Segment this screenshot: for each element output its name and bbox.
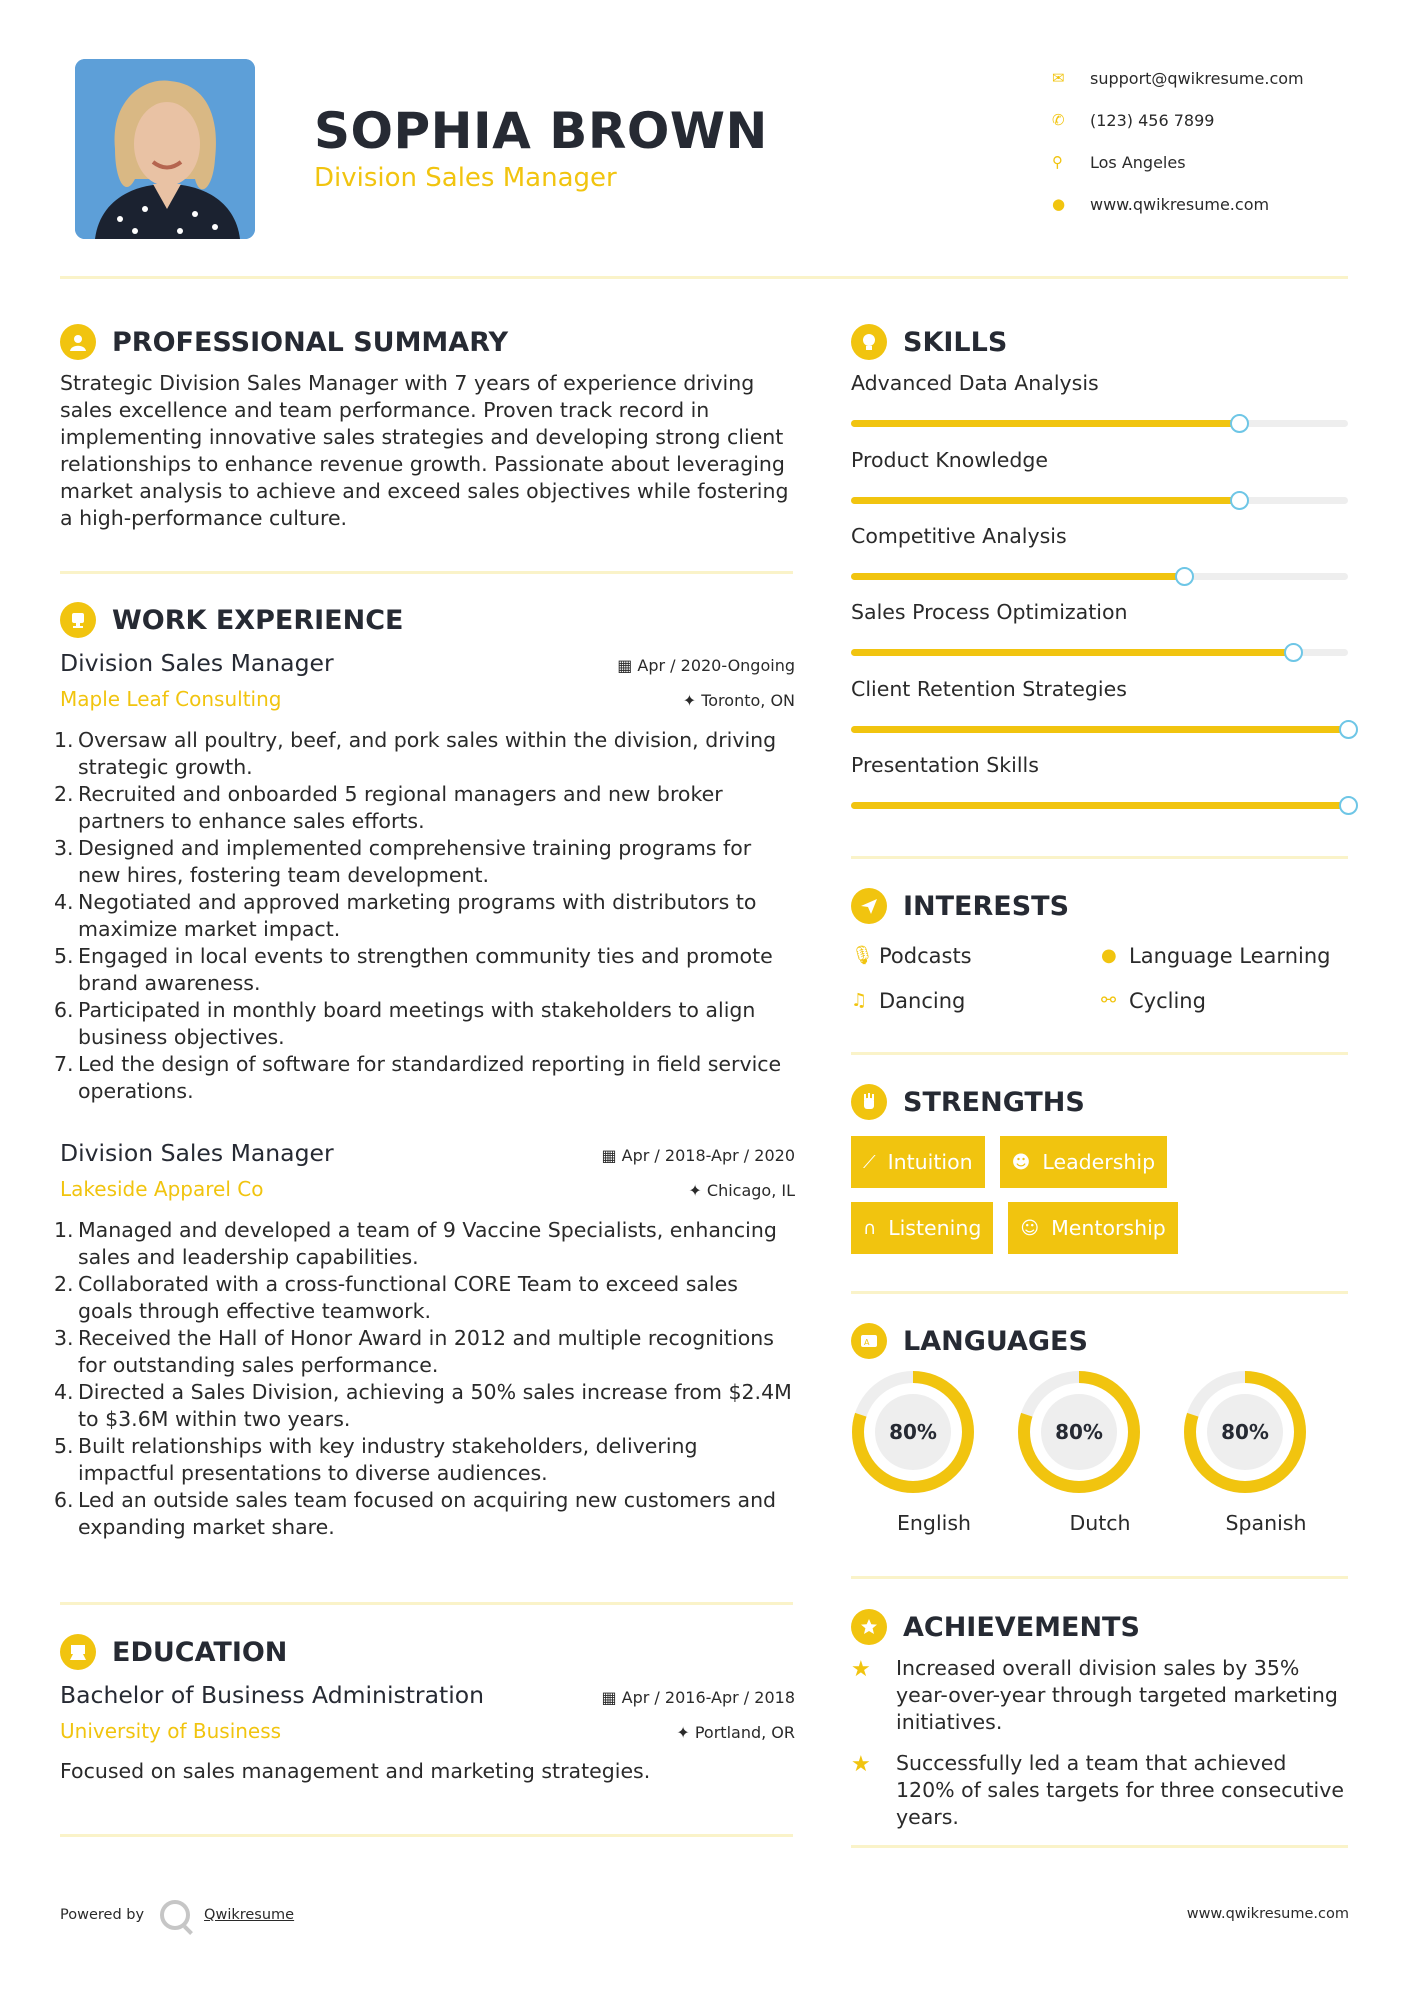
language-ring — [1017, 1370, 1141, 1494]
education-date — [601, 1688, 795, 1707]
strength-tag — [851, 1136, 985, 1188]
summary-divider — [60, 571, 793, 574]
skill-bar-fill — [851, 649, 1293, 656]
list-item: 3. Designed and implemented comprehensive training programs for new hires, fostering team development. — [54, 836, 752, 887]
skill-knob — [1339, 796, 1358, 815]
skills-heading — [851, 324, 1007, 360]
achievement-text: Successfully led a team that achieved 120% of sales targets for three consecutive years. — [896, 1751, 1344, 1829]
strengths-title: STRENGTHS — [903, 1086, 1085, 1118]
lightbulb-icon — [851, 324, 887, 360]
contact-phone[interactable] — [1050, 99, 1304, 141]
qwikresume-link[interactable]: Qwikresume — [204, 1907, 295, 1923]
skill-bar — [851, 573, 1348, 580]
education-degree: Bachelor of Business Administration — [60, 1681, 485, 1709]
calendar-icon: ▦ — [601, 1688, 622, 1707]
experience-title: WORK EXPERIENCE — [112, 604, 404, 636]
language-percent: 80% — [1055, 1420, 1103, 1444]
user-icon — [60, 324, 96, 360]
education-description: Focused on sales management and marketing strategies. — [60, 1759, 651, 1783]
job-location — [683, 691, 795, 710]
contact-email-text: support@qwikresume.com — [1090, 68, 1304, 88]
summary-heading — [60, 324, 508, 360]
education-entry — [60, 1681, 795, 1783]
contact-phone-text: (123) 456 7899 — [1090, 110, 1215, 130]
users-icon: ☻ — [1011, 1151, 1031, 1173]
education-location — [676, 1723, 795, 1742]
list-item: 5. Engaged in local events to strengthen community ties and promote brand awareness. — [54, 944, 773, 995]
footer-url[interactable]: www.qwikresume.com — [1186, 1906, 1349, 1922]
skill-knob — [1230, 491, 1249, 510]
microphone-icon: 🎙︎ — [851, 945, 874, 966]
list-item: 6. Participated in monthly board meetings with stakeholders to align business objectives. — [54, 998, 756, 1049]
achievement-item — [851, 1655, 1351, 1736]
language-item — [1183, 1370, 1349, 1535]
job-date — [601, 1146, 795, 1165]
interest-item — [1101, 944, 1351, 968]
skills-divider — [851, 856, 1348, 859]
skill-item — [851, 600, 1348, 656]
job-date — [617, 656, 795, 675]
list-item: 5. Built relationships with key industry stakeholders, delivering impactful presentations to diverse audiences. — [54, 1434, 698, 1485]
interests-list — [851, 933, 1351, 1023]
pin-icon: ✦ — [676, 1723, 695, 1742]
paper-plane-icon — [851, 888, 887, 924]
strength-label: Intuition — [887, 1150, 973, 1174]
list-item: 4. Negotiated and approved marketing programs with distributors to maximize market impact. — [54, 890, 757, 941]
music-note-icon: ♫ — [851, 990, 868, 1011]
skill-bar-fill — [851, 573, 1184, 580]
hand-icon — [851, 1084, 887, 1120]
experience-divider — [60, 1602, 793, 1605]
strengths-list — [851, 1136, 1371, 1268]
header-divider — [60, 276, 1348, 279]
experience-heading — [60, 602, 403, 638]
candidate-title: Division Sales Manager — [314, 163, 617, 193]
qwikresume-logo-icon — [160, 1900, 190, 1930]
strengths-divider — [851, 1291, 1348, 1294]
skill-name: Client Retention Strategies — [851, 677, 1127, 701]
interests-divider — [851, 1052, 1348, 1055]
headphones-icon: ∩ — [863, 1217, 877, 1239]
interest-label: Dancing — [879, 988, 966, 1013]
strengths-heading — [851, 1084, 1085, 1120]
skill-name: Product Knowledge — [851, 448, 1049, 472]
skill-bar — [851, 649, 1348, 656]
skill-item — [851, 371, 1348, 427]
skill-name: Advanced Data Analysis — [851, 371, 1099, 395]
achievements-divider — [851, 1845, 1348, 1848]
strength-label: Leadership — [1042, 1150, 1156, 1174]
skill-bar — [851, 420, 1348, 427]
bicycle-icon: ⚯ — [1101, 990, 1117, 1011]
interest-item — [851, 989, 1101, 1013]
user-plus-icon: ☺ — [1020, 1217, 1040, 1239]
education-school: University of Business — [60, 1719, 282, 1743]
language-percent: 80% — [889, 1420, 937, 1444]
avatar — [75, 59, 255, 239]
strength-label: Mentorship — [1051, 1216, 1166, 1240]
interest-item — [851, 944, 1101, 968]
strength-tag — [851, 1202, 993, 1254]
map-pin-icon: ⚲ — [1052, 153, 1063, 171]
language-item — [851, 1370, 1017, 1535]
star-icon: ★ — [851, 1752, 871, 1777]
interests-heading — [851, 888, 1069, 924]
footer-branding — [60, 1900, 294, 1930]
language-ring — [851, 1370, 975, 1494]
strength-tag — [1008, 1202, 1177, 1254]
skill-bar-fill — [851, 497, 1239, 504]
skill-item — [851, 677, 1348, 733]
envelope-icon: ✉ — [1052, 69, 1065, 87]
contact-website-text: www.qwikresume.com — [1090, 194, 1270, 214]
skill-name: Sales Process Optimization — [851, 600, 1128, 624]
languages-title: LANGUAGES — [903, 1325, 1088, 1357]
job-bullets — [54, 1217, 795, 1541]
skill-knob — [1284, 643, 1303, 662]
job-date-text: Apr / 2020-Ongoing — [637, 656, 795, 675]
interest-item — [1101, 989, 1351, 1013]
job-location-text: Toronto, ON — [701, 691, 795, 710]
globe-icon: ● — [1101, 945, 1117, 966]
strength-label: Listening — [888, 1216, 982, 1240]
contact-list — [1050, 57, 1304, 225]
skill-knob — [1339, 720, 1358, 739]
list-item: 2. Recruited and onboarded 5 regional managers and new broker partners to enhance sales efforts. — [54, 782, 723, 833]
language-name: Dutch — [1069, 1511, 1131, 1535]
skill-bar-fill — [851, 802, 1348, 809]
job-company: Maple Leaf Consulting — [60, 687, 282, 711]
skill-knob — [1175, 567, 1194, 586]
job-role: Division Sales Manager — [60, 649, 334, 677]
language-item — [1017, 1370, 1183, 1535]
languages-divider — [851, 1576, 1348, 1579]
language-percent: 80% — [1221, 1420, 1269, 1444]
list-item: 1. Managed and developed a team of 9 Vaccine Specialists, enhancing sales and leadership capabilities. — [54, 1218, 777, 1269]
star-icon — [851, 1609, 887, 1645]
skill-bar — [851, 497, 1348, 504]
profile-photo — [75, 59, 255, 239]
education-title: EDUCATION — [112, 1636, 288, 1668]
skill-bar-fill — [851, 726, 1348, 733]
list-item: 1. Oversaw all poultry, beef, and pork sales within the division, driving strategic growth. — [54, 728, 777, 779]
list-item: 4. Directed a Sales Division, achieving a 50% sales increase from $2.4M to $3.6M within two years. — [54, 1380, 792, 1431]
skill-item — [851, 448, 1348, 504]
job-location — [688, 1181, 795, 1200]
education-divider — [60, 1834, 793, 1837]
skill-bar — [851, 726, 1348, 733]
pin-icon: ✦ — [682, 691, 702, 710]
job-role: Division Sales Manager — [60, 1139, 334, 1167]
skill-name: Presentation Skills — [851, 753, 1039, 777]
education-heading — [60, 1634, 287, 1670]
skill-item — [851, 524, 1348, 580]
candidate-name: SOPHIA BROWN — [314, 102, 768, 160]
language-name: Spanish — [1225, 1511, 1307, 1535]
summary-title: PROFESSIONAL SUMMARY — [112, 326, 509, 358]
interest-label: Cycling — [1129, 988, 1206, 1013]
education-location-text: Portland, OR — [694, 1723, 795, 1742]
summary-text: Strategic Division Sales Manager with 7 years of experience driving sales excellence and team performance. Proven track record in implementing innovative sales strategies and developing strong client relationships to enhance revenue growth. Passionate about leveraging market analysis to achieve and exceed sales objectives while fostering a high-performance culture. — [60, 371, 789, 530]
star-icon: ★ — [851, 1657, 871, 1682]
skill-bar — [851, 802, 1348, 809]
job-company: Lakeside Apparel Co — [60, 1177, 264, 1201]
magic-wand-icon: ⟋ — [863, 1151, 876, 1173]
powered-by-text: Powered by — [60, 1907, 145, 1923]
achievement-text: Increased overall division sales by 35% year-over-year through targeted marketing initiatives. — [896, 1656, 1338, 1734]
interests-title: INTERESTS — [903, 890, 1070, 922]
job-entry — [54, 1139, 795, 1541]
contact-location — [1050, 141, 1304, 183]
interest-label: Language Learning — [1129, 943, 1331, 968]
skill-bar-fill — [851, 420, 1239, 427]
list-item: 6. Led an outside sales team focused on acquiring new customers and expanding market share. — [54, 1488, 777, 1539]
skills-title: SKILLS — [903, 326, 1008, 358]
list-item: 3. Received the Hall of Honor Award in 2012 and multiple recognitions for outstanding sales performance. — [54, 1326, 774, 1377]
skill-name: Competitive Analysis — [851, 524, 1067, 548]
phone-icon: ✆ — [1052, 111, 1065, 129]
skill-item — [851, 753, 1348, 809]
contact-email[interactable] — [1050, 57, 1304, 99]
job-entry — [54, 649, 795, 1105]
achievements-title: ACHIEVEMENTS — [903, 1611, 1140, 1643]
list-item: 7. Led the design of software for standardized reporting in field service operations. — [54, 1052, 782, 1103]
contact-website[interactable] — [1050, 183, 1304, 225]
list-item: 2. Collaborated with a cross-functional CORE Team to exceed sales goals through effective teamwork. — [54, 1272, 738, 1323]
contact-location-text: Los Angeles — [1090, 152, 1186, 172]
education-date-text: Apr / 2016-Apr / 2018 — [621, 1688, 795, 1707]
job-date-text: Apr / 2018-Apr / 2020 — [621, 1146, 795, 1165]
strength-tag — [1000, 1136, 1167, 1188]
graduation-cap-icon — [60, 1634, 96, 1670]
skill-knob — [1230, 414, 1249, 433]
languages-heading — [851, 1323, 1088, 1359]
achievements-heading — [851, 1609, 1140, 1645]
language-ring — [1183, 1370, 1307, 1494]
briefcase-icon — [60, 602, 96, 638]
globe-icon: ● — [1052, 195, 1066, 213]
svg-text:A: A — [864, 1338, 870, 1347]
language-icon — [851, 1323, 887, 1359]
job-location-text: Chicago, IL — [706, 1181, 795, 1200]
pin-icon: ✦ — [688, 1181, 707, 1200]
language-name: English — [896, 1511, 972, 1535]
job-bullets — [54, 727, 795, 1105]
calendar-icon: ▦ — [617, 656, 638, 675]
languages-list — [851, 1370, 1349, 1535]
interest-label: Podcasts — [879, 943, 972, 968]
achievement-item — [851, 1750, 1351, 1831]
calendar-icon: ▦ — [601, 1146, 622, 1165]
